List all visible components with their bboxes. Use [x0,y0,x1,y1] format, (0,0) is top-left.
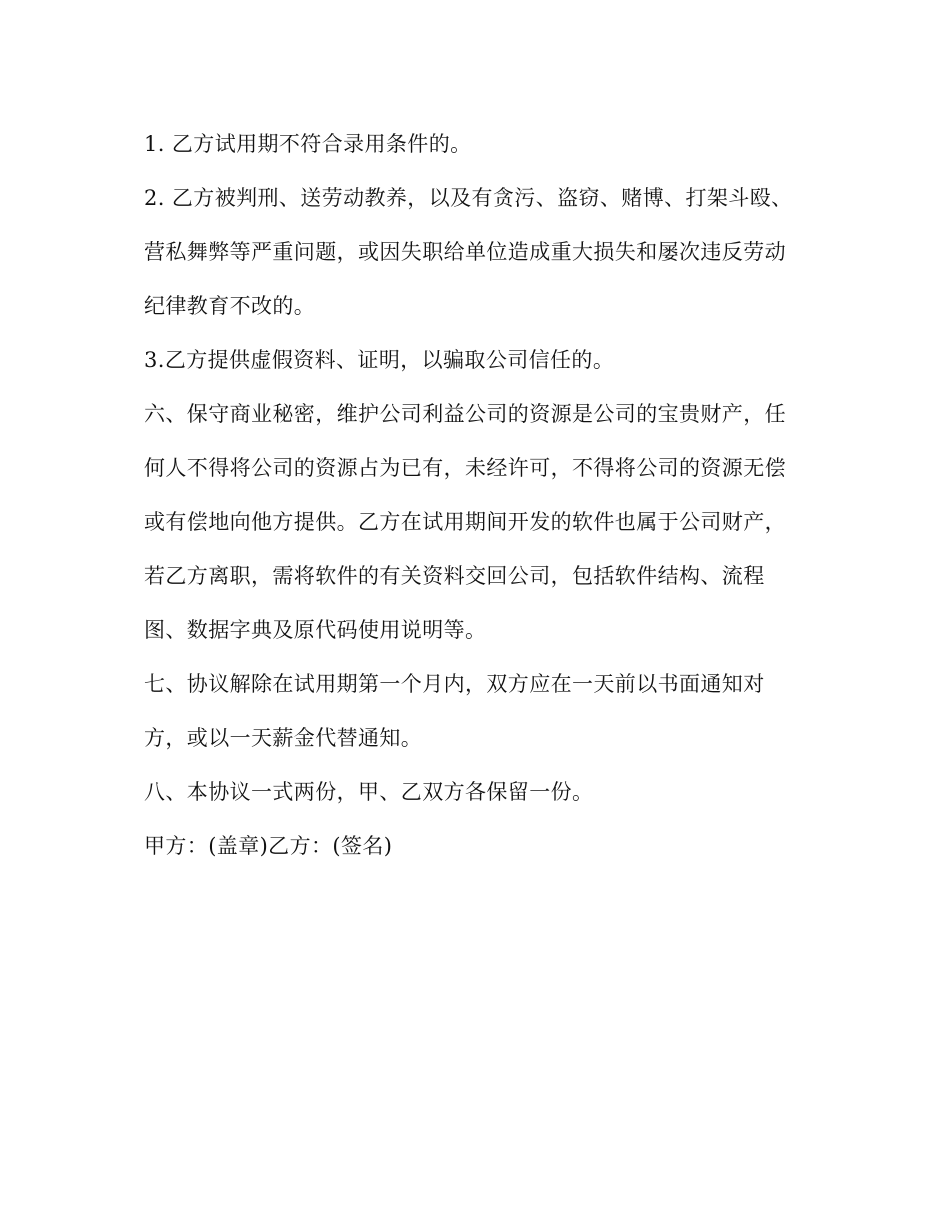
text-line: 3.乙方提供虚假资料、证明，以骗取公司信任的。 [144,348,615,372]
section-eight-copies [144,765,809,819]
text-line: 何人不得将公司的资源占为已有，未经许可，不得将公司的资源无偿 [144,456,786,480]
text-line: 方，或以一天薪金代替通知。 [144,726,423,750]
text-line: 若乙方离职，需将软件的有关资料交回公司，包括软件结构、流程 [144,564,765,588]
text-line: 图、数据字典及原代码使用说明等。 [144,618,487,642]
text-line: 或有偿地向他方提供。乙方在试用期间开发的软件也属于公司财产， [144,510,786,534]
clause-item-1 [144,117,809,171]
signature-line [144,819,809,873]
text-line: 纪律教育不改的。 [144,294,316,318]
section-seven-termination [144,657,809,765]
document-body [144,117,809,873]
text-line: 1. 乙方试用期不符合录用条件的。 [144,132,472,156]
clause-item-2 [144,171,809,333]
text-line: 甲方：(盖章)乙方：(签名) [144,834,393,858]
text-line: 八、本协议一式两份，甲、乙双方各保留一份。 [144,780,594,804]
clause-item-3 [144,333,809,387]
text-line: 七、协议解除在试用期第一个月内，双方应在一天前以书面通知对 [144,672,765,696]
section-six-trade-secrets [144,387,809,657]
text-line: 营私舞弊等严重问题，或因失职给单位造成重大损失和屡次违反劳动 [144,240,786,264]
text-line: 2. 乙方被判刑、送劳动教养，以及有贪污、盗窃、赌博、打架斗殴、 [144,186,793,210]
text-line: 六、保守商业秘密，维护公司利益公司的资源是公司的宝贵财产，任 [144,402,786,426]
